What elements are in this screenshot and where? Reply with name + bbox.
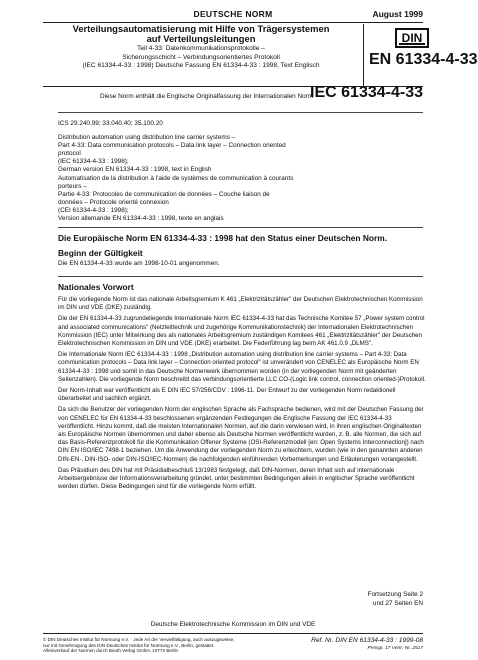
header-divider (363, 24, 364, 86)
validity-text: Die EN 61334-4-33 wurde am 1998-10-01 angenommen. (58, 260, 220, 267)
continuation-line-1: Fortsetzung Seite 2 (367, 591, 423, 598)
title-sub-line-3: (IEC 61334-4-33 : 1998) Deutsche Fassung EN 61334-4-33 : 1998, Text Englisch (82, 62, 320, 70)
title-sub-line-1: Teil 4-33: Datenkommunikationsprotokolle – (137, 45, 265, 52)
ics-line: German version EN 61334-4-33 : 1998, text in English (58, 166, 212, 174)
vorwort-paragraph: Die der EN 61334-4-33 zugrundeliegende Internationale Norm IEC 61334-4-33 hat das Technische Komitee 57 „Power system control and associated communications" (Netzleittechnik und zugehörige Kommunikationstechnik) der Internationalen Elektrotechnischen Kommission (IEC) unter Mitwirkung des als nationales Arbeitsgremium zuständigen Komitees 461 „Elektrizitätszähler" der Deutschen Elektrotechnischen Kommission im DIN und VDE (DKE) erarbeitet. Die Federführung lag beim AK 461.0.9 „DLMS". (58, 315, 425, 348)
vorwort-paragraph: Die Internationale Norm IEC 61334-4-33 : 1998 „Distribution automation using distribution line carrier systems – Part 4-33: Data communication protocols – Data link layer – Connection oriented protocol" ist unverändert von CENELEC als Europäische Norm EN 61334-4-33 : 1998 und somit in das Deutsche Normenwerk übernommen worden (in der vorliegenden Norm mit geänderten Seitenzahlen). Die vorliegende Norm beschreibt das verbindungsorientierte LLC CO-(Logic link control, connection oriented-)Protokoll. (58, 351, 426, 383)
vorwort-paragraph: Da sich die Benutzer der vorliegenden Norm der englischen Sprache als Fachsprache bedienen, wird mit der Deutschen Fassung der von CENELEC für EN 61334-4-33 beschlossenen ergänzenden Festlegungen die Englische Fassung der IEC 61334-4-33 veröffentlicht. Hinzu kommt, daß die meisten Internationalen Normen, auf die darin verwiesen wird, in ihren englischen Originaltexten als Europäische Normen übernommen und daher ebenso als Deutsche Normen veröffentlicht wurden, z. B. alle Normen, die sich auf das Basis-Referenzprotokoll für die Kommunikation Offener Systeme (OSI-Referenzmodell [en: Open Systems Interconnection]) nach DIN EN ISO/IEC 7498-1 beziehen. Um die Anwendung der vorliegenden Norm zu erleichtern, wurden (wie in den genannten anderen DIN-EN-, DIN-ISO- oder DIN-ISO/IEC-Normen) die nachfolgenden einführenden Vorbemerkungen und Erläuterungen vorangestellt. (58, 406, 424, 463)
din-logo-text: DIN (401, 31, 423, 45)
deutsche-norm-label: DEUTSCHE NORM (193, 9, 273, 19)
ics-line: Automatisation de la distribution à l'aide de systèmes de communication à courants (58, 174, 294, 182)
ics-line: Version allemande EN 61334-4-33 : 1998, texte en anglais (58, 215, 224, 223)
ics-block (58, 120, 430, 223)
ics-line: (IEC 61334-4-33 : 1998); (58, 158, 129, 166)
vorwort-body (58, 296, 430, 491)
title-main-line-1: Verteilungsautomatisierung mit Hilfe von Trägersystemen (72, 23, 330, 34)
din-logo-bar (399, 43, 425, 45)
iec-number: IEC 61334-4-33 (310, 84, 423, 101)
separator-2 (58, 227, 423, 228)
copyright-line: © DIN Deutsches Institut für Normung e.V. · Jede Art der Vervielfältigung, auch auszugsweise, (43, 637, 235, 642)
continuation-note (368, 591, 423, 608)
title-sub-line-2: Sicherungsschicht – Verbindungsorientiertes Protokoll (122, 53, 280, 61)
footer (43, 633, 423, 659)
price-group: Preisgr. 17 Vertr.-Nr. 2517 (367, 646, 423, 651)
original-version-note: Diese Norm enthält die Englische Originalfassung der Internationalen Norm (100, 93, 314, 100)
ics-line: Partie 4-33: Protocoles de communication de données – Couche liaison de (58, 190, 270, 198)
ics-line: (CEI 61334-4-33 : 1998); (58, 206, 129, 214)
vorwort-heading: Nationales Vorwort (58, 282, 134, 292)
issue-date: August 1999 (372, 9, 423, 19)
vorwort-paragraph: Für die vorliegende Norm ist das nationale Arbeitsgremium K 461 „Elektrizitätszähler" der Deutschen Elektrotechnischen Kommission im DIN und VDE (DKE) zuständig. (58, 296, 423, 312)
copyright-notice (43, 637, 293, 654)
title-block (43, 24, 359, 70)
standard-number: EN 61334-4-33 (369, 51, 478, 68)
ics-line: porteurs – (58, 182, 87, 190)
vorwort-paragraph: Der Norm-Inhalt war veröffentlicht als E DIN IEC 57/256/CDV : 1996-11. Der Entwurf zu der vorliegenden Norm redaktionell überarbeitet und sachlich ergänzt. (58, 387, 396, 403)
copyright-line: nur mit Genehmigung des DIN Deutsches Institut für Normung e.V., Berlin, gestattet. (43, 642, 215, 648)
validity-heading: Beginn der Gültigkeit (58, 248, 143, 258)
ics-line: Part 4-33: Data communication protocols – Data link layer – Connection oriented (58, 142, 286, 150)
continuation-line-2: und 27 Seiten EN (372, 599, 423, 607)
publisher-line: Deutsche Elektrotechnische Kommission im DIN und VDE (150, 621, 316, 628)
status-heading: Die Europäische Norm EN 61334-4-33 : 1998 hat den Status einer Deutschen Norm. (58, 233, 388, 243)
title-header (43, 23, 478, 84)
din-logo (395, 28, 429, 48)
vorwort-paragraph: Das Präsidium des DIN hat mit Präsidialbeschluß 13/1983 festgelegt, daß DIN-Normen, deren Inhalt sich auf internationale Arbeitsergebnisse der Informationsverarbeitung gründet, unter bestimmten Bedingungen allein in englischer Sprache veröffentlicht werden dürfen. Diese Bedingungen sind für die vorliegende Norm erfüllt. (58, 466, 415, 491)
reference-number: Ref. Nr. DIN EN 61334-4-33 : 1999-08 (311, 637, 423, 644)
ics-line: ICS 29.240.99; 33.040.40; 35.100.20 (58, 120, 163, 127)
separator-3 (58, 276, 423, 277)
title-main-line-2: auf Verteilungsleitungen (146, 33, 256, 44)
ics-line: Distribution automation using distribution line carrier systems – (58, 134, 236, 142)
ics-line: protocol (58, 150, 81, 158)
copyright-line: Alleinverkauf der Normen durch Beuth Verlag GmbH, 10772 Berlin (43, 648, 179, 654)
ics-line: données – Protocole orienté connexion (58, 198, 169, 206)
separator-1 (58, 112, 423, 113)
top-bar (43, 8, 423, 23)
